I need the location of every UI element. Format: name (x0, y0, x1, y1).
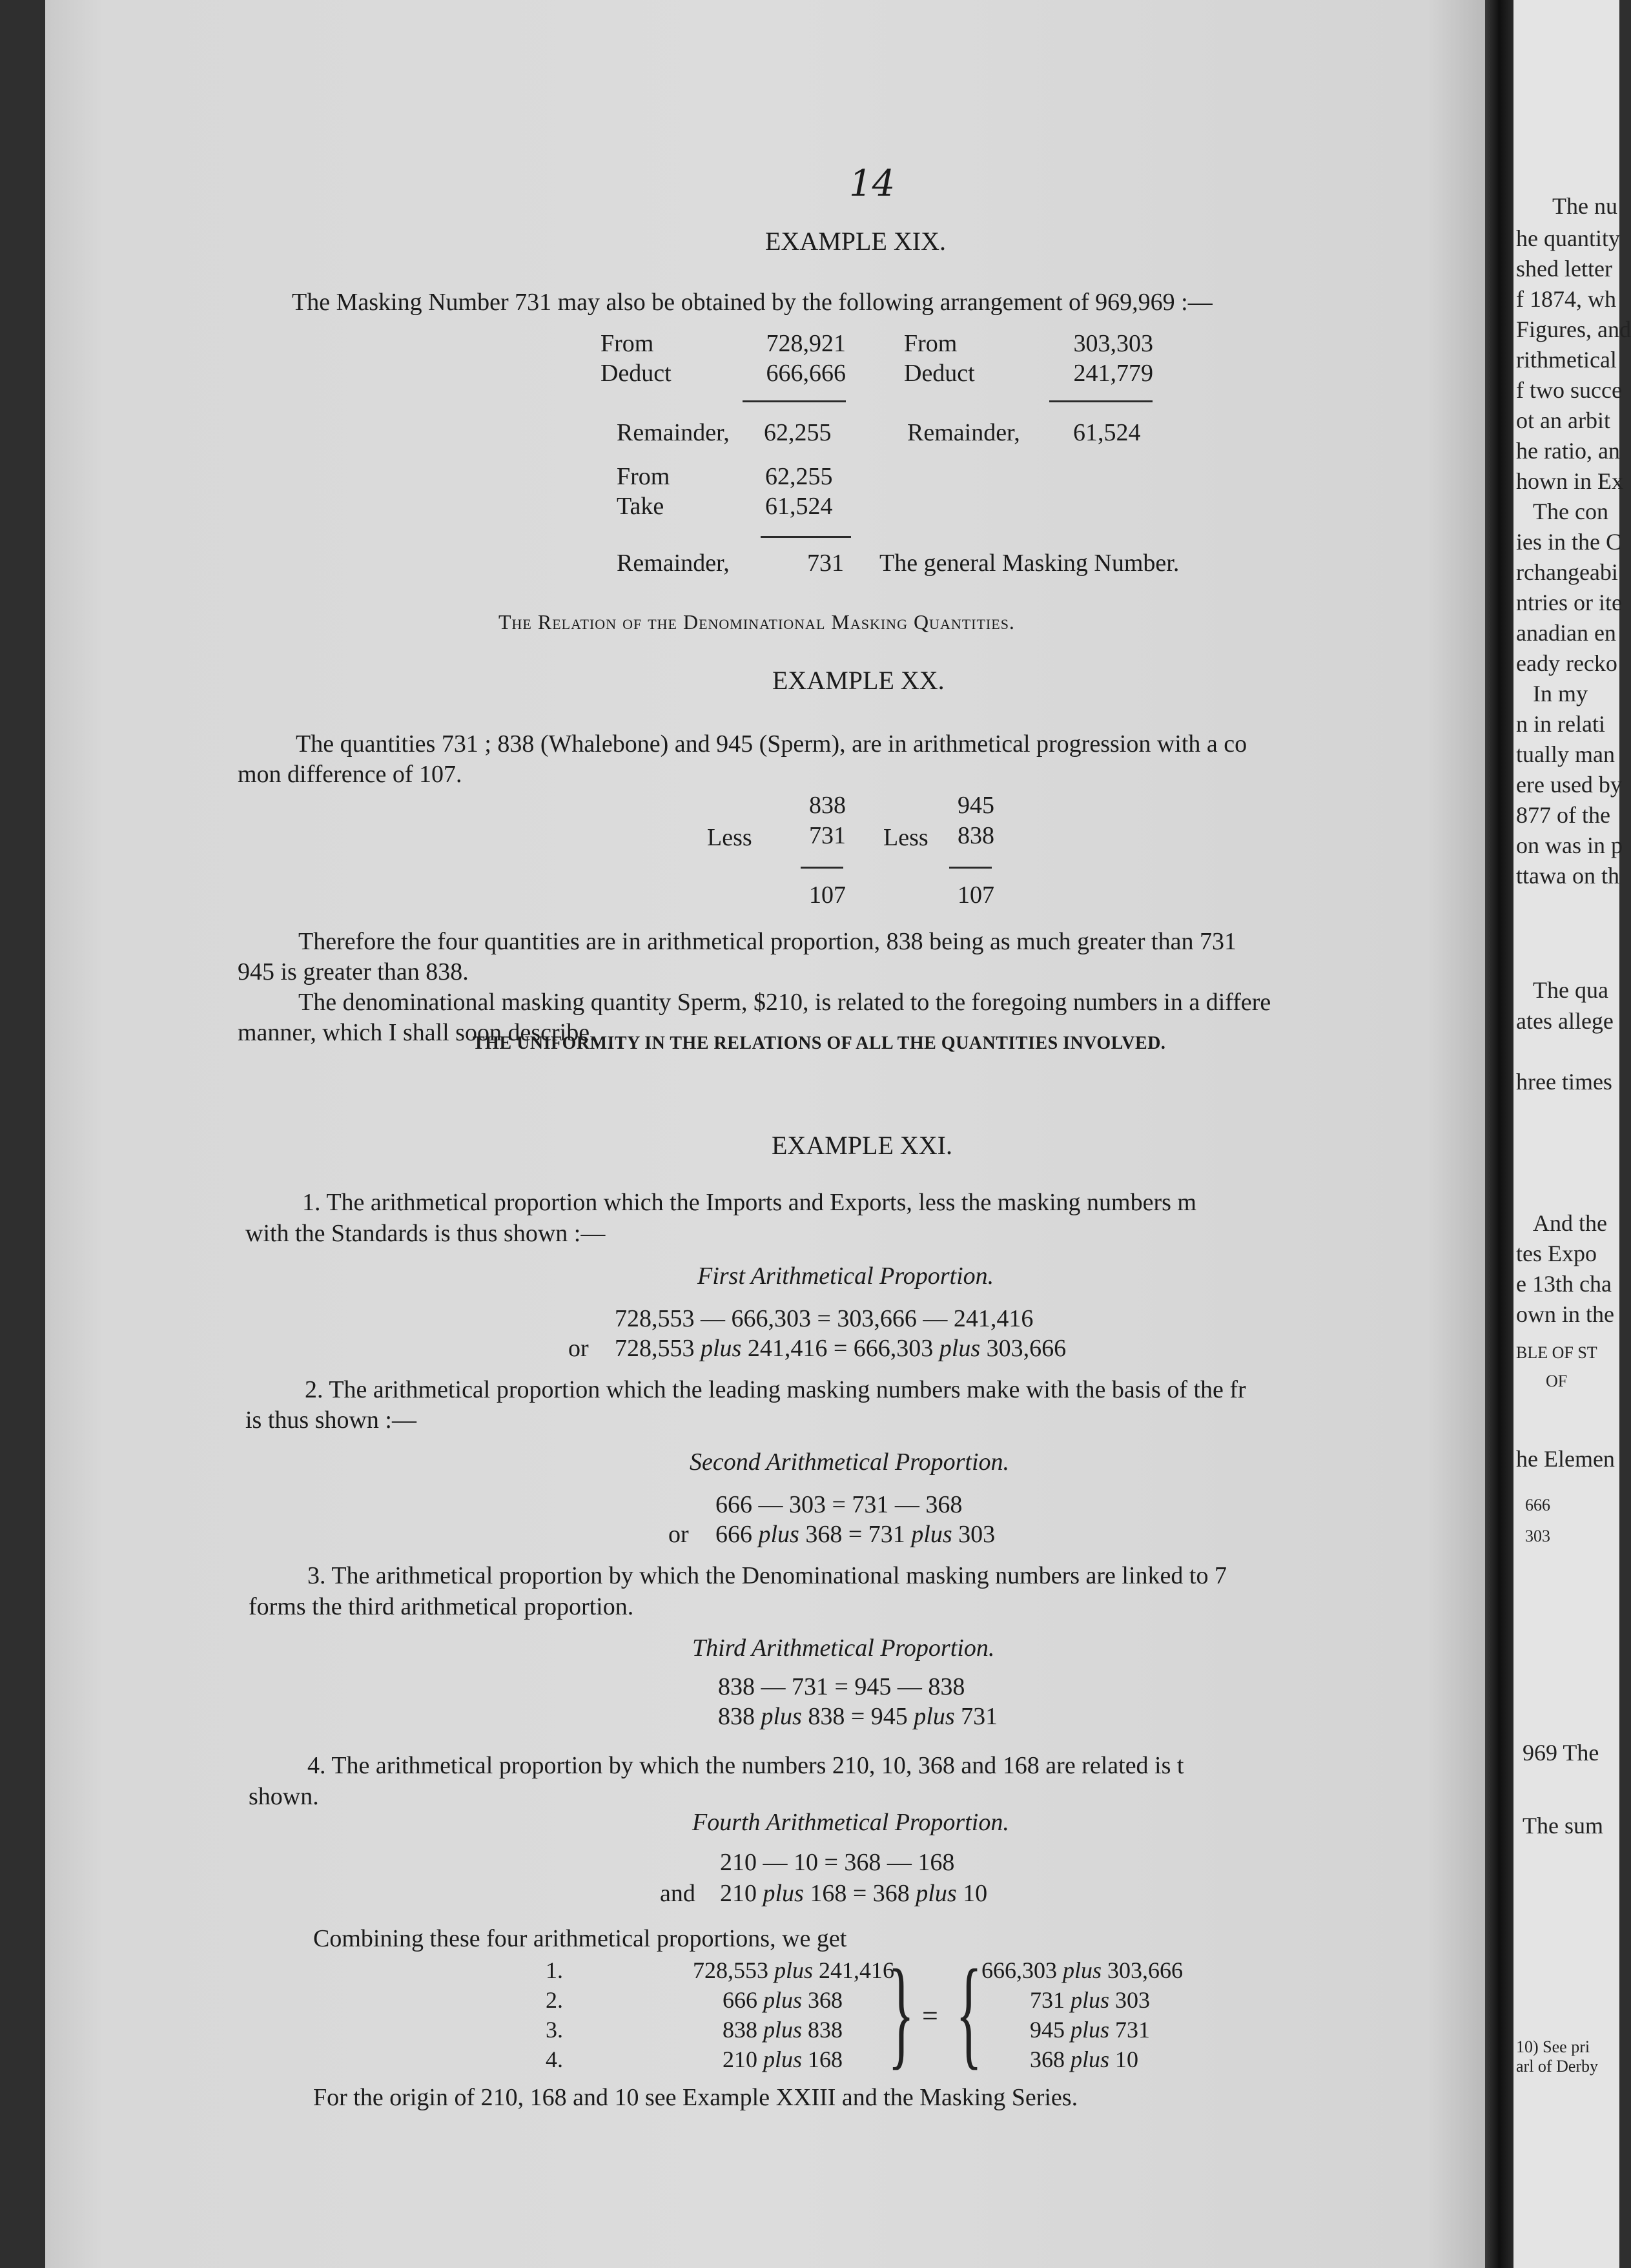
right-page-line: ere used by (1516, 772, 1622, 798)
paragraph-line: 2. The arithmetical proportion which the leading masking numbers make with the basis of the fr (305, 1376, 1246, 1403)
right-page (1513, 0, 1631, 2268)
from-label: From (617, 463, 670, 490)
right-page-line: anadian en (1516, 620, 1616, 646)
right-page-line: n in relati (1516, 711, 1605, 737)
footer-note: For the origin of 210, 168 and 10 see Example XXIII and the Masking Series. (313, 2084, 1078, 2111)
right-page-line: In my (1533, 681, 1588, 706)
right-page-line: he Elemen (1516, 1446, 1615, 1472)
subtrahend-value: 241,779 (1073, 360, 1153, 387)
rule (743, 400, 846, 402)
example-xix-intro: The Masking Number 731 may also be obtained by the following arrangement of 969,969 :— (292, 289, 1213, 316)
right-page-line: arl of Derby (1516, 2057, 1599, 2076)
paragraph-line: is thus shown :— (245, 1407, 416, 1434)
proportion-equation: 728,553 — 666,303 = 303,666 — 241,416 (615, 1305, 1034, 1332)
right-page-line: Figures, and (1516, 316, 1631, 342)
minuend-value: 945 (958, 792, 994, 819)
less-label: Less (883, 824, 928, 851)
combined-left-expression: 666 plus 368 (722, 1987, 843, 2013)
proportion-equation: 838 — 731 = 945 — 838 (718, 1673, 965, 1700)
or-label: or (568, 1335, 589, 1362)
right-page-line: 303 (1525, 1527, 1550, 1545)
proportion-equation: 666 — 303 = 731 — 368 (715, 1491, 963, 1518)
right-page-line: shed letter (1516, 256, 1612, 282)
right-page-line: The sum (1523, 1813, 1603, 1839)
remainder-label: Remainder, (617, 419, 730, 446)
rule (801, 867, 843, 869)
right-page-line: own in the (1516, 1301, 1614, 1327)
paragraph-line: 945 is greater than 838. (238, 958, 469, 985)
combined-left-expression: 728,553 plus 241,416 (692, 1957, 894, 1983)
right-page-line: he quantity (1516, 225, 1620, 251)
right-page-line: And the (1533, 1210, 1607, 1236)
paragraph-line: 4. The arithmetical proportion by which the numbers 210, 10, 368 and 168 are related is t (307, 1752, 1184, 1779)
right-page-line: The qua (1533, 977, 1608, 1003)
minuend-value: 303,303 (1073, 330, 1153, 357)
left-brace: { (956, 1945, 983, 2081)
right-page-line: e 13th cha (1516, 1271, 1612, 1297)
book-spine (1485, 0, 1513, 2268)
page-number: 14 (849, 163, 896, 205)
paragraph-line: The denominational masking quantity Sperm, $210, is related to the foregoing numbers in a differe (298, 989, 1271, 1016)
remainder-label: Remainder, (617, 550, 730, 577)
right-page-line: OF (1546, 1372, 1568, 1390)
take-label: Take (617, 493, 664, 520)
example-xx-heading: EXAMPLE XX. (772, 666, 945, 695)
combined-right-expression: 368 plus 10 (1030, 2046, 1139, 2072)
remainder-label: Remainder, (907, 419, 1020, 446)
right-page-line: hree times (1516, 1069, 1612, 1095)
example-xix-heading: EXAMPLE XIX. (765, 227, 946, 256)
paragraph-line: forms the third arithmetical proportion. (249, 1593, 634, 1620)
right-page-line: f 1874, wh (1516, 286, 1616, 312)
right-page-line: ies in the C (1516, 529, 1621, 555)
right-page-line: The con (1533, 499, 1608, 524)
difference-value: 107 (809, 881, 846, 909)
section-heading: The Relation of the Denominational Masking Quantities. (498, 610, 1015, 634)
masking-number-note: The general Masking Number. (879, 550, 1180, 577)
right-page-line: tually man (1516, 741, 1615, 767)
right-page-line: rithmetical (1516, 347, 1617, 373)
right-page-line: The nu (1552, 193, 1617, 219)
combining-intro: Combining these four arithmetical proportions, we get (313, 1925, 847, 1952)
right-page-line: hown in Ex (1516, 468, 1623, 494)
right-page-line: 666 (1525, 1496, 1550, 1514)
subtrahend-value: 61,524 (765, 493, 833, 520)
combined-left-expression: 210 plus 168 (722, 2046, 843, 2072)
less-label: Less (707, 824, 752, 851)
right-page-line: ttawa on th (1516, 863, 1619, 889)
proportion-equation: 728,553 plus 241,416 = 666,303 plus 303,666 (615, 1335, 1067, 1362)
right-page-line: 877 of the (1516, 802, 1610, 828)
paragraph-line: Therefore the four quantities are in arithmetical proportion, 838 being as much greater than 731 (298, 928, 1236, 955)
paragraph-line: The quantities 731 ; 838 (Whalebone) and 945 (Sperm), are in arithmetical progression with a co (296, 730, 1247, 758)
remainder-value: 62,255 (764, 419, 832, 446)
right-page-line: on was in p (1516, 832, 1623, 858)
proportion-title: First Arithmetical Proportion. (697, 1263, 994, 1290)
paragraph-line: 3. The arithmetical proportion by which the Denominational masking numbers are linked to 7 (307, 1562, 1227, 1589)
right-brace: } (888, 1945, 915, 2081)
section-heading: THE UNIFORMITY IN THE RELATIONS OF ALL THE QUANTITIES INVOLVED. (473, 1033, 1166, 1053)
from-label: From (904, 330, 958, 357)
proportion-equation: 210 — 10 = 368 — 168 (720, 1849, 955, 1876)
deduct-label: Deduct (904, 360, 975, 387)
right-page-line: 969 The (1523, 1740, 1599, 1766)
proportion-title: Fourth Arithmetical Proportion. (692, 1809, 1009, 1836)
proportion-equation: 666 plus 368 = 731 plus 303 (715, 1521, 996, 1548)
difference-value: 107 (958, 881, 994, 909)
or-label: or (668, 1521, 689, 1548)
subtrahend-value: 838 (958, 822, 994, 849)
from-label: From (600, 330, 654, 357)
paragraph-line: mon difference of 107. (238, 761, 462, 788)
right-page-line: 10) See pri (1516, 2037, 1590, 2056)
combined-left-expression: 838 plus 838 (722, 2017, 843, 2043)
right-page-line: f two succe (1516, 377, 1622, 403)
minuend-value: 838 (809, 792, 846, 819)
combined-right-expression: 666,303 plus 303,666 (981, 1957, 1184, 1983)
rule (1049, 400, 1153, 402)
right-page-line: he ratio, an (1516, 438, 1620, 464)
proportion-equation: 838 plus 838 = 945 plus 731 (718, 1703, 998, 1730)
right-page-line: tes Expo (1516, 1241, 1597, 1266)
right-page-line: eady recko (1516, 650, 1617, 676)
proportion-title: Third Arithmetical Proportion. (692, 1634, 995, 1662)
rule (761, 536, 851, 538)
equals-sign: = (922, 2000, 938, 2032)
paragraph-line: 1. The arithmetical proportion which the Imports and Exports, less the masking numbers m (302, 1189, 1196, 1216)
right-page-line: ates allege (1516, 1008, 1614, 1034)
right-page-line: BLE OF ST (1516, 1343, 1597, 1362)
remainder-value: 61,524 (1073, 419, 1141, 446)
row-number: 4. (546, 2046, 563, 2072)
minuend-value: 62,255 (765, 463, 833, 490)
row-number: 1. (546, 1957, 563, 1983)
row-number: 2. (546, 1987, 563, 2013)
and-label: and (660, 1880, 695, 1907)
deduct-label: Deduct (600, 360, 672, 387)
subtrahend-value: 731 (809, 822, 846, 849)
paragraph-line: manner, which I shall soon describe. (238, 1019, 596, 1046)
proportion-equation: 210 plus 168 = 368 plus 10 (720, 1880, 988, 1907)
minuend-value: 728,921 (766, 330, 846, 357)
combined-right-expression: 945 plus 731 (1030, 2017, 1151, 2043)
subtrahend-value: 666,666 (766, 360, 846, 387)
proportion-title: Second Arithmetical Proportion. (690, 1448, 1010, 1476)
rule (949, 867, 992, 869)
paragraph-line: shown. (249, 1783, 319, 1810)
row-number: 3. (546, 2017, 563, 2043)
masking-number: 731 (807, 550, 844, 577)
paragraph-line: with the Standards is thus shown :— (245, 1220, 606, 1247)
right-page-line: ntries or ite (1516, 590, 1622, 615)
combined-right-expression: 731 plus 303 (1030, 1987, 1151, 2013)
example-xxi-heading: EXAMPLE XXI. (772, 1131, 952, 1160)
right-page-line: ot an arbit (1516, 407, 1610, 433)
right-page-line: rchangeabi (1516, 559, 1618, 585)
